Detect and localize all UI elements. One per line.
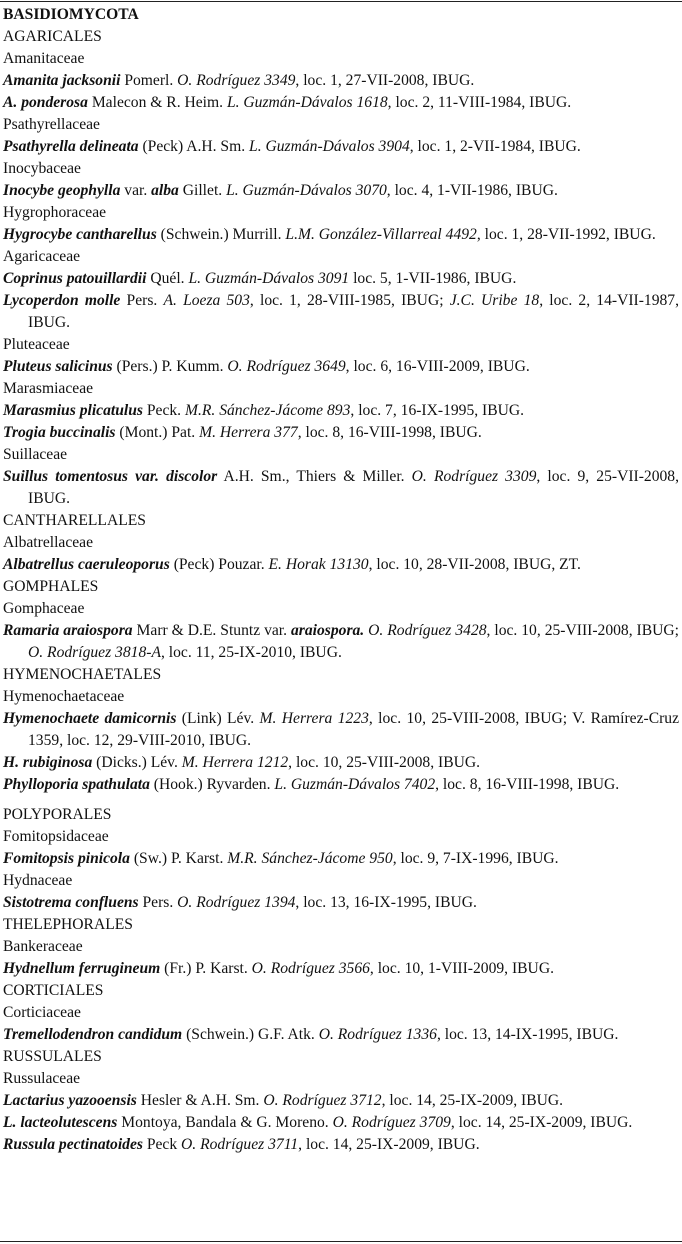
author-citation: (Mont.) Pat. (115, 424, 200, 441)
order-heading: THELEPHORALES (3, 916, 133, 933)
collection-details: , loc. 2, 11-VIII-1984, IBUG. (387, 94, 572, 111)
collection-details: , loc. 6, 16-VIII-2009, IBUG. (345, 358, 530, 375)
species-name: Hydnellum ferrugineum (3, 960, 161, 977)
author-citation: (Hook.) Ryvarden. (149, 776, 275, 793)
collection-details: , loc. 7, 16-IX-1995, IBUG. (350, 402, 525, 419)
collection-details: , loc. 1, 28-VIII-1985, IBUG; (249, 292, 450, 309)
family-heading: Agaricaceae (3, 248, 81, 265)
order-heading: AGARICALES (3, 28, 102, 45)
collection-details: , loc. 4, 1-VII-1986, IBUG. (386, 182, 558, 199)
family-heading: Bankeraceae (3, 938, 83, 955)
collector: O. Rodríguez 3428 (368, 622, 487, 639)
species-name: Sistotrema confluens (3, 894, 139, 911)
author-citation: (Pers.) P. Kumm. (112, 358, 228, 375)
author-citation: (Peck) A.H. Sm. (138, 138, 250, 155)
collection-details: , loc. 1, 28-VII-1992, IBUG. (476, 226, 656, 243)
collector: O. Rodríguez 3349 (177, 72, 296, 89)
species-entry (3, 466, 679, 510)
species-entry (3, 554, 679, 576)
collector: O. Rodríguez 3818-A (28, 644, 161, 661)
species-entry (3, 752, 679, 774)
species-name: Phylloporia spathulata (3, 776, 150, 793)
family-heading: Psathyrellaceae (3, 116, 100, 133)
species-entry (3, 1134, 679, 1156)
family-heading: Albatrellaceae (3, 534, 94, 551)
collector: O. Rodríguez 3712 (263, 1092, 382, 1109)
family-heading: Russulaceae (3, 1070, 81, 1087)
collection-details: , loc. 9, 25-VII-2008, IBUG. (28, 468, 679, 507)
collector: M. Herrera 1212 (181, 754, 289, 771)
variety-name: var. discolor (135, 468, 218, 485)
species-name: Tremellodendron candidum (3, 1026, 183, 1043)
collector: O. Rodríguez 3649 (227, 358, 346, 375)
family-heading: Suillaceae (3, 446, 68, 463)
species-entry (3, 268, 679, 290)
author-citation: Marr & D.E. Stuntz var. (132, 622, 291, 639)
author-citation: (Sw.) P. Karst. (129, 850, 228, 867)
species-name: Russula pectinatoides (3, 1136, 143, 1153)
author-citation: (Dicks.) Lév. (92, 754, 182, 771)
order-heading: POLYPORALES (3, 806, 112, 823)
collection-details: , loc. 10, 25-VIII-2008, IBUG. (288, 754, 481, 771)
species-entry (3, 290, 679, 334)
species-entry (3, 224, 679, 246)
collector: O. Rodríguez 3566 (251, 960, 370, 977)
collection-details: , loc. 11, 25-IX-2010, IBUG. (160, 644, 342, 661)
collector: A. Loeza 503 (163, 292, 250, 309)
species-name: Lycoperdon molle (3, 292, 121, 309)
collection-details: , loc. 14, 25-IX-2009, IBUG. (381, 1092, 564, 1109)
author-citation: Malecon & R. Heim. (87, 94, 227, 111)
species-entry (3, 92, 679, 114)
species-name: Trogia buccinalis (3, 424, 116, 441)
family-heading: Marasmiaceae (3, 380, 94, 397)
species-name: Fomitopsis pinicola (3, 850, 130, 867)
collection-details: , loc. 1, 27-VII-2008, IBUG. (295, 72, 475, 89)
collector: L. Guzmán-Dávalos 7402 (274, 776, 436, 793)
species-entry (3, 400, 679, 422)
section-gap (3, 796, 679, 804)
species-name: Lactarius yazooensis (3, 1092, 137, 1109)
collection-details: , loc. 8, 16-VIII-1998, IBUG. (297, 424, 482, 441)
author-citation: Pers. (120, 292, 164, 309)
collection-details: , loc. 10, 1-VIII-2009, IBUG. (369, 960, 554, 977)
species-entry (3, 620, 679, 664)
order-heading: HYMENOCHAETALES (3, 666, 162, 683)
collection-details: , loc. 13, 16-IX-1995, IBUG. (295, 894, 477, 911)
family-heading: Hymenochaetaceae (3, 688, 125, 705)
species-entry (3, 1024, 679, 1046)
collector: L. Guzmán-Dávalos 1618 (226, 94, 388, 111)
collection-details: , loc. 9, 7-IX-1996, IBUG. (392, 850, 559, 867)
species-entry (3, 356, 679, 378)
species-name: A. ponderosa (3, 94, 88, 111)
author-citation: (Schwein.) G.F. Atk. (182, 1026, 319, 1043)
family-heading: Hydnaceae (3, 872, 73, 889)
collection-details: , loc. 14, 25-IX-2009, IBUG. (298, 1136, 480, 1153)
author-citation: Pers. (138, 894, 178, 911)
collector: O. Rodríguez 3709 (332, 1114, 451, 1131)
species-name: Marasmius plicatulus (3, 402, 143, 419)
variety-connector: var. (120, 182, 152, 199)
species-name: Inocybe geophylla (3, 182, 121, 199)
collector: M. Herrera 1223 (259, 710, 369, 727)
order-heading: RUSSULALES (3, 1048, 102, 1065)
collection-details: , loc. 10, 25-VIII-2008, IBUG; V. Ramírez-Cruz 1359, loc. 12, 29-VIII-2010, IBUG. (28, 710, 680, 749)
collector: O. Rodríguez 1394 (177, 894, 296, 911)
family-heading: Fomitopsidaceae (3, 828, 109, 845)
variety-name: alba (151, 182, 179, 199)
family-heading: Inocybaceae (3, 160, 81, 177)
species-list (3, 4, 679, 1156)
collector: L. Guzmán-Dávalos 3904 (249, 138, 410, 155)
family-heading: Gomphaceae (3, 600, 85, 617)
family-heading: Hygrophoraceae (3, 204, 107, 221)
collection-details: , loc. 10, 25-VIII-2008, IBUG; (486, 622, 680, 639)
order-heading: GOMPHALES (3, 578, 99, 595)
collector: M.R. Sánchez-Jácome 893 (184, 402, 351, 419)
species-entry (3, 136, 679, 158)
species-name: Albatrellus caeruleoporus (3, 556, 170, 573)
species-name: Coprinus patouillardii (3, 270, 147, 287)
family-heading: Amanitaceae (3, 50, 85, 67)
author-citation: (Link) Lév. (176, 710, 260, 727)
collection-details: , loc. 13, 14-IX-1995, IBUG. (436, 1026, 619, 1043)
collector: M. Herrera 377 (199, 424, 298, 441)
collector: O. Rodríguez 3711 (181, 1136, 299, 1153)
species-entry (3, 848, 679, 870)
species-entry (3, 422, 679, 444)
species-entry (3, 70, 679, 92)
species-entry (3, 774, 679, 796)
species-name: Pluteus salicinus (3, 358, 113, 375)
collection-details: , loc. 10, 28-VII-2008, IBUG, ZT. (368, 556, 581, 573)
species-name: Hygrocybe cantharellus (3, 226, 157, 243)
collection-details: , loc. 1, 2-VII-1984, IBUG. (409, 138, 581, 155)
species-entry (3, 1090, 679, 1112)
collector: M.R. Sánchez-Jácome 950 (227, 850, 393, 867)
collection-details: , loc. 2, 14-VII-1987, IBUG. (28, 292, 679, 331)
species-name: H. rubiginosa (3, 754, 93, 771)
collection-details: , loc. 14, 25-IX-2009, IBUG. (450, 1114, 633, 1131)
collector: J.C. Uribe 18 (449, 292, 540, 309)
species-entry (3, 708, 679, 752)
bottom-rule (0, 1241, 682, 1242)
family-heading: Pluteaceae (3, 336, 70, 353)
order-heading: CANTHARELLALES (3, 512, 146, 529)
author-citation: Pomerl. (120, 72, 178, 89)
family-heading: Corticiaceae (3, 1004, 81, 1021)
author-citation: Gillet. (178, 182, 227, 199)
species-name: Suillus tomentosus (3, 468, 128, 485)
division-heading: BASIDIOMYCOTA (3, 6, 139, 23)
variety-name: araiospora. (290, 622, 365, 639)
author-citation: Peck (142, 1136, 182, 1153)
top-rule (0, 1, 682, 2)
species-entry (3, 1112, 679, 1134)
author-citation: Quél. (146, 270, 189, 287)
species-name: Hymenochaete damicornis (3, 710, 177, 727)
collector: L.M. González-Villarreal 4492 (285, 226, 477, 243)
collector: L. Guzmán-Dávalos 3091 (188, 270, 350, 287)
author-citation: Hesler & A.H. Sm. (136, 1092, 264, 1109)
collection-details: loc. 5, 1-VII-1986, IBUG. (349, 270, 517, 287)
species-entry (3, 892, 679, 914)
species-name: L. lacteolutescens (3, 1114, 118, 1131)
author-citation: (Peck) Pouzar. (169, 556, 269, 573)
collector: L. Guzmán-Dávalos 3070 (226, 182, 387, 199)
author-citation: A.H. Sm., Thiers & Miller. (217, 468, 412, 485)
order-heading: CORTICIALES (3, 982, 104, 999)
collector: O. Rodríguez 3309 (411, 468, 537, 485)
species-entry (3, 958, 679, 980)
species-entry (3, 180, 679, 202)
collection-details: , loc. 8, 16-VIII-1998, IBUG. (435, 776, 620, 793)
species-name: Amanita jacksonii (3, 72, 121, 89)
author-citation: (Fr.) P. Karst. (160, 960, 252, 977)
author-citation: Montoya, Bandala & G. Moreno. (117, 1114, 333, 1131)
collector: E. Horak 13130 (268, 556, 369, 573)
species-name: Ramaria araiospora (3, 622, 133, 639)
author-citation: (Schwein.) Murrill. (156, 226, 286, 243)
author-citation: Peck. (142, 402, 185, 419)
collector: O. Rodríguez 1336 (318, 1026, 437, 1043)
species-name: Psathyrella delineata (3, 138, 139, 155)
